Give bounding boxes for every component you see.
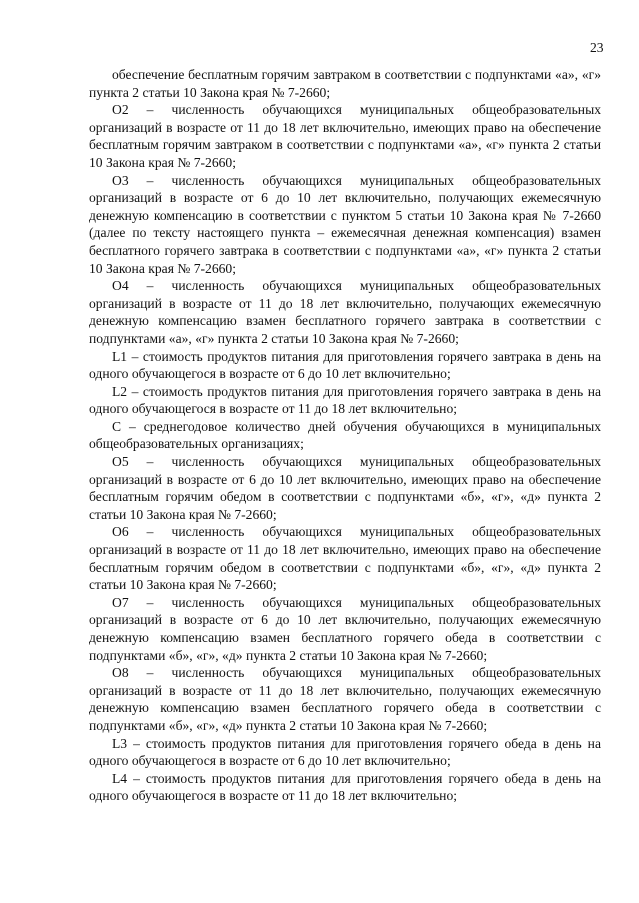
document-body xyxy=(89,66,601,805)
paragraph-l3: L3 – стоимость продуктов питания для приготовления горячего обеда в день на одного обучающегося в возрасте от 6 до 10 лет включительно; xyxy=(89,735,601,769)
paragraph-o8: O8 – численность обучающихся муниципальных общеобразовательных организаций в возрасте от 11 до 18 лет включительно, получающих ежемесячную денежную компенсацию взамен бесплатного горячего обеда в соответствии с подпунктами «б», «г», «д» пункта 2 статьи 10 Закона края № 7-2660; xyxy=(89,665,601,733)
paragraph-o7: O7 – численность обучающихся муниципальных общеобразовательных организаций в возрасте от 6 до 10 лет включительно, получающих ежемесячную денежную компенсацию взамен бесплатного горячего обеда в соответствии с подпунктами «б», «г», «д» пункта 2 статьи 10 Закона края № 7-2660; xyxy=(89,594,601,663)
paragraph-o3: O3 – численность обучающихся муниципальных общеобразовательных организаций в возрасте от 6 до 10 лет включительно, получающих ежемесячную денежную компенсацию в соответствии с пунктом 5 статьи 10 Закона края № 7-2660 (далее по тексту настоящего пункта – ежемесячная денежная компенсация) взамен бесплатного горячего завтрака в соответствии с подпунктами «а», «г» пункта 2 статьи 10 Закона края № 7-2660; xyxy=(89,172,601,276)
paragraph-o5: O5 – численность обучающихся муниципальных общеобразовательных организаций в возрасте от 6 до 10 лет включительно, имеющих право на обеспечение бесплатным горячим обедом в соответствии с подпунктами «б», «г», «д» пункта 2 статьи 10 Закона края № 7-2660; xyxy=(89,454,601,522)
paragraph-c: C – среднегодовое количество дней обучения обучающихся в муниципальных общеобразовательных организациях; xyxy=(89,418,601,452)
paragraph-l2: L2 – стоимость продуктов питания для приготовления горячего завтрака в день на одного обучающегося в возрасте от 11 до 18 лет включительно; xyxy=(89,383,601,417)
paragraph-o2: O2 – численность обучающихся муниципальных общеобразовательных организаций в возрасте от 11 до 18 лет включительно, имеющих право на обеспечение бесплатным горячим завтраком в соответствии с подпунктами «а», «г» пункта 2 статьи 10 Закона края № 7-2660; xyxy=(89,102,601,170)
paragraph-l1: L1 – стоимость продуктов питания для приготовления горячего завтрака в день на одного обучающегося в возрасте от 6 до 10 лет включительно; xyxy=(89,348,601,382)
paragraph-l4: L4 – стоимость продуктов питания для приготовления горячего обеда в день на одного обучающегося в возрасте от 11 до 18 лет включительно; xyxy=(89,770,601,804)
paragraph-breakfast-continuation: обеспечение бесплатным горячим завтраком в соответствии с подпунктами «а», «г» пункта 2 статьи 10 Закона края № 7-2660; xyxy=(89,67,601,100)
page-number: 23 xyxy=(590,40,604,55)
paragraph-o6: O6 – численность обучающихся муниципальных общеобразовательных организаций в возрасте от 11 до 18 лет включительно, имеющих право на обеспечение бесплатным горячим обедом в соответствии с подпунктами «б», «г», «д» пункта 2 статьи 10 Закона края № 7-2660; xyxy=(89,524,601,593)
paragraph-o4: O4 – численность обучающихся муниципальных общеобразовательных организаций в возрасте от 11 до 18 лет включительно, получающих ежемесячную денежную компенсацию взамен бесплатного горячего завтрака в соответствии с подпунктами «а», «г» пункта 2 статьи 10 Закона края № 7-2660; xyxy=(89,278,601,346)
